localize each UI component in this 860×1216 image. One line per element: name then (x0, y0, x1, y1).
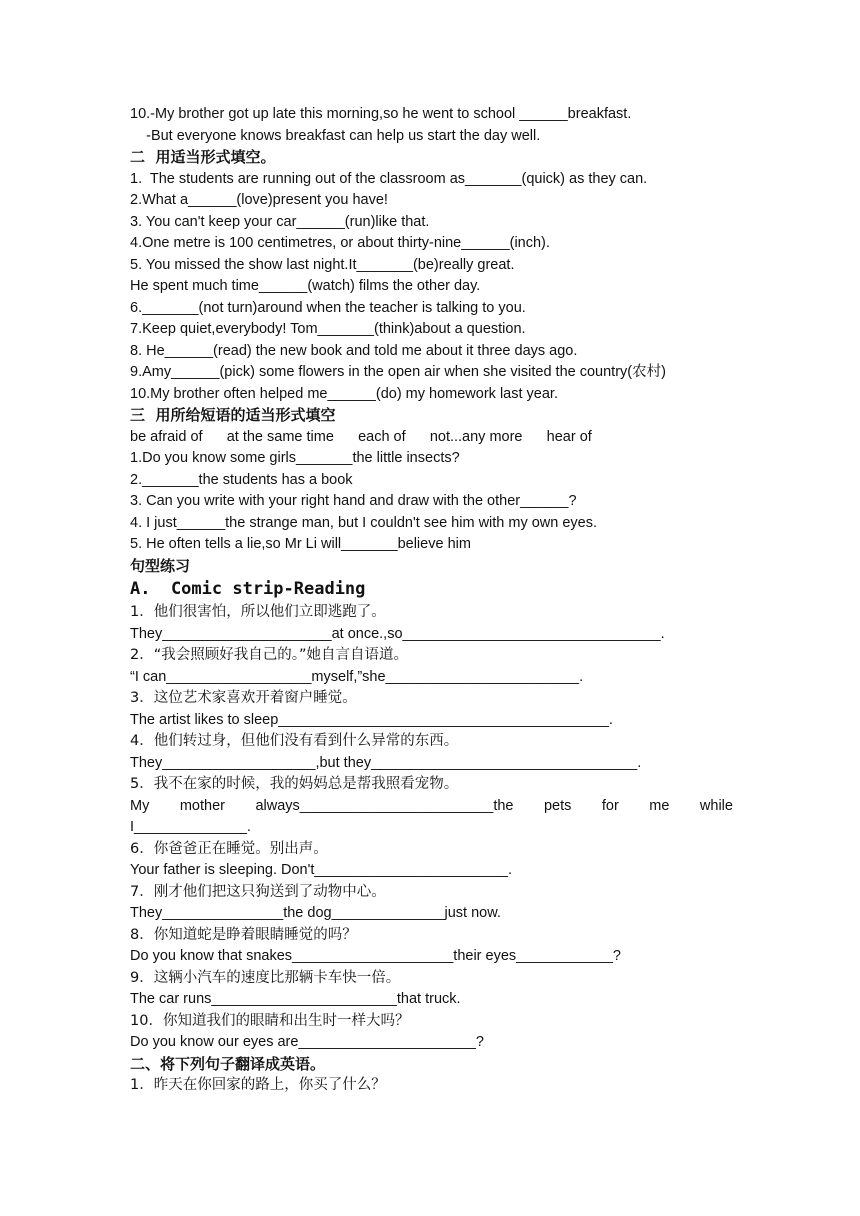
fill-item-5: 5. You missed the show last night.It_______(be)really great. (130, 256, 515, 273)
word: me (649, 797, 670, 814)
word: for (601, 797, 619, 814)
translate-answer-4: They___________________,but they_________________________________. (130, 754, 642, 771)
translate-answer-8: Do you know that snakes____________________their eyes____________? (130, 948, 621, 964)
fill-item-6: 6._______(not turn)around when the teacher is talking to you. (130, 299, 526, 316)
phrase-item-2: 2._______the students has a book (130, 471, 353, 488)
comic-strip-heading: A. Comic strip-Reading (130, 579, 366, 599)
worksheet-content (130, 104, 733, 1097)
translate-answer-3: The artist likes to sleep_________________________________________. (130, 711, 613, 728)
translate-answer-1: They_____________________at once.,so________________________________. (130, 625, 665, 642)
translate-prompt-3: 3．这位艺术家喜欢开着窗户睡觉。 (130, 690, 357, 706)
translate-answer-5b: I______________. (130, 819, 251, 835)
word: pets (543, 797, 572, 814)
word: mother (179, 797, 225, 814)
phrase-bank: be afraid of at the same time each of not...any more hear of (130, 428, 592, 445)
phrase-item-3: 3. Can you write with your right hand and draw with the other______? (130, 493, 577, 509)
translate-prompt-final: 1．昨天在你回家的路上，你买了什么？ (130, 1077, 386, 1093)
translate-prompt-10: 10．你知道我们的眼睛和出生时一样大吗？ (130, 1012, 410, 1029)
fill-item-1: 1. The students are running out of the classroom as_______(quick) as they can. (130, 170, 648, 187)
word: My (130, 797, 150, 814)
translate-prompt-1: 1．他们很害怕，所以他们立即逃跑了。 (130, 604, 386, 620)
fill-item-10: 10.My brother often helped me______(do) my homework last year. (130, 385, 558, 402)
phrase-item-4: 4. I just______the strange man, but I couldn't see him with my own eyes. (130, 514, 598, 531)
fill-item-4: 4.One metre is 100 centimetres, or about thirty-nine______(inch). (130, 235, 550, 251)
translate-answer-7: They_______________the dog______________just now. (130, 905, 501, 921)
fill-item-5b: He spent much time______(watch) films the other day. (130, 278, 481, 294)
translate-answer-6: Your father is sleeping. Don't________________________. (130, 862, 512, 878)
q10-line-a: 10.-My brother got up late this morning,so he went to school ______breakfast. (130, 106, 632, 122)
translate-prompt-4: 4．他们转过身，但他们没有看到什么异常的东西。 (130, 733, 459, 749)
translate-prompt-5: 5．我不在家的时候，我的妈妈总是帮我照看宠物。 (130, 776, 459, 792)
translate-prompt-2: 2．“我会照顾好我自己的。”她自言自语道。 (130, 647, 408, 663)
translate-answer-5a (130, 796, 733, 818)
section-2-heading: 二 用适当形式填空。 (130, 148, 276, 166)
section-translate-heading: 二、将下列句子翻译成英语。 (130, 1054, 326, 1073)
fill-item-2: 2.What a______(love)present you have! (130, 192, 388, 208)
word: always________________________the (255, 797, 514, 814)
translate-answer-10: Do you know our eyes are______________________? (130, 1034, 484, 1050)
fill-item-8: 8. He______(read) the new book and told me about it three days ago. (130, 342, 578, 359)
word: while (699, 797, 733, 814)
q10-line-b: -But everyone knows breakfast can help us start the day well. (130, 127, 541, 144)
translate-prompt-7: 7．刚才他们把这只狗送到了动物中心。 (130, 883, 386, 900)
translate-prompt-8: 8．你知道蛇是睁着眼睛睡觉的吗？ (130, 926, 357, 943)
phrase-item-5: 5. He often tells a lie,so Mr Li will_______believe him (130, 536, 471, 552)
translate-prompt-9: 9．这辆小汽车的速度比那辆卡车快一倍。 (130, 969, 401, 986)
translate-answer-2: “I can__________________myself,”she________________________. (130, 668, 584, 685)
fill-item-3: 3. You can't keep your car______(run)like that. (130, 213, 430, 230)
fill-item-9: 9.Amy______(pick) some flowers in the open air when she visited the country(农村) (130, 364, 666, 380)
fill-item-7: 7.Keep quiet,everybody! Tom_______(think)about a question. (130, 321, 526, 337)
sentence-practice-heading: 句型练习 (130, 556, 191, 575)
translate-prompt-6: 6．你爸爸正在睡觉。别出声。 (130, 840, 328, 857)
phrase-item-1: 1.Do you know some girls_______the little insects? (130, 450, 460, 466)
translate-answer-9: The car runs_______________________that truck. (130, 991, 461, 1007)
section-3-heading: 三 用所给短语的适当形式填空 (130, 406, 336, 424)
